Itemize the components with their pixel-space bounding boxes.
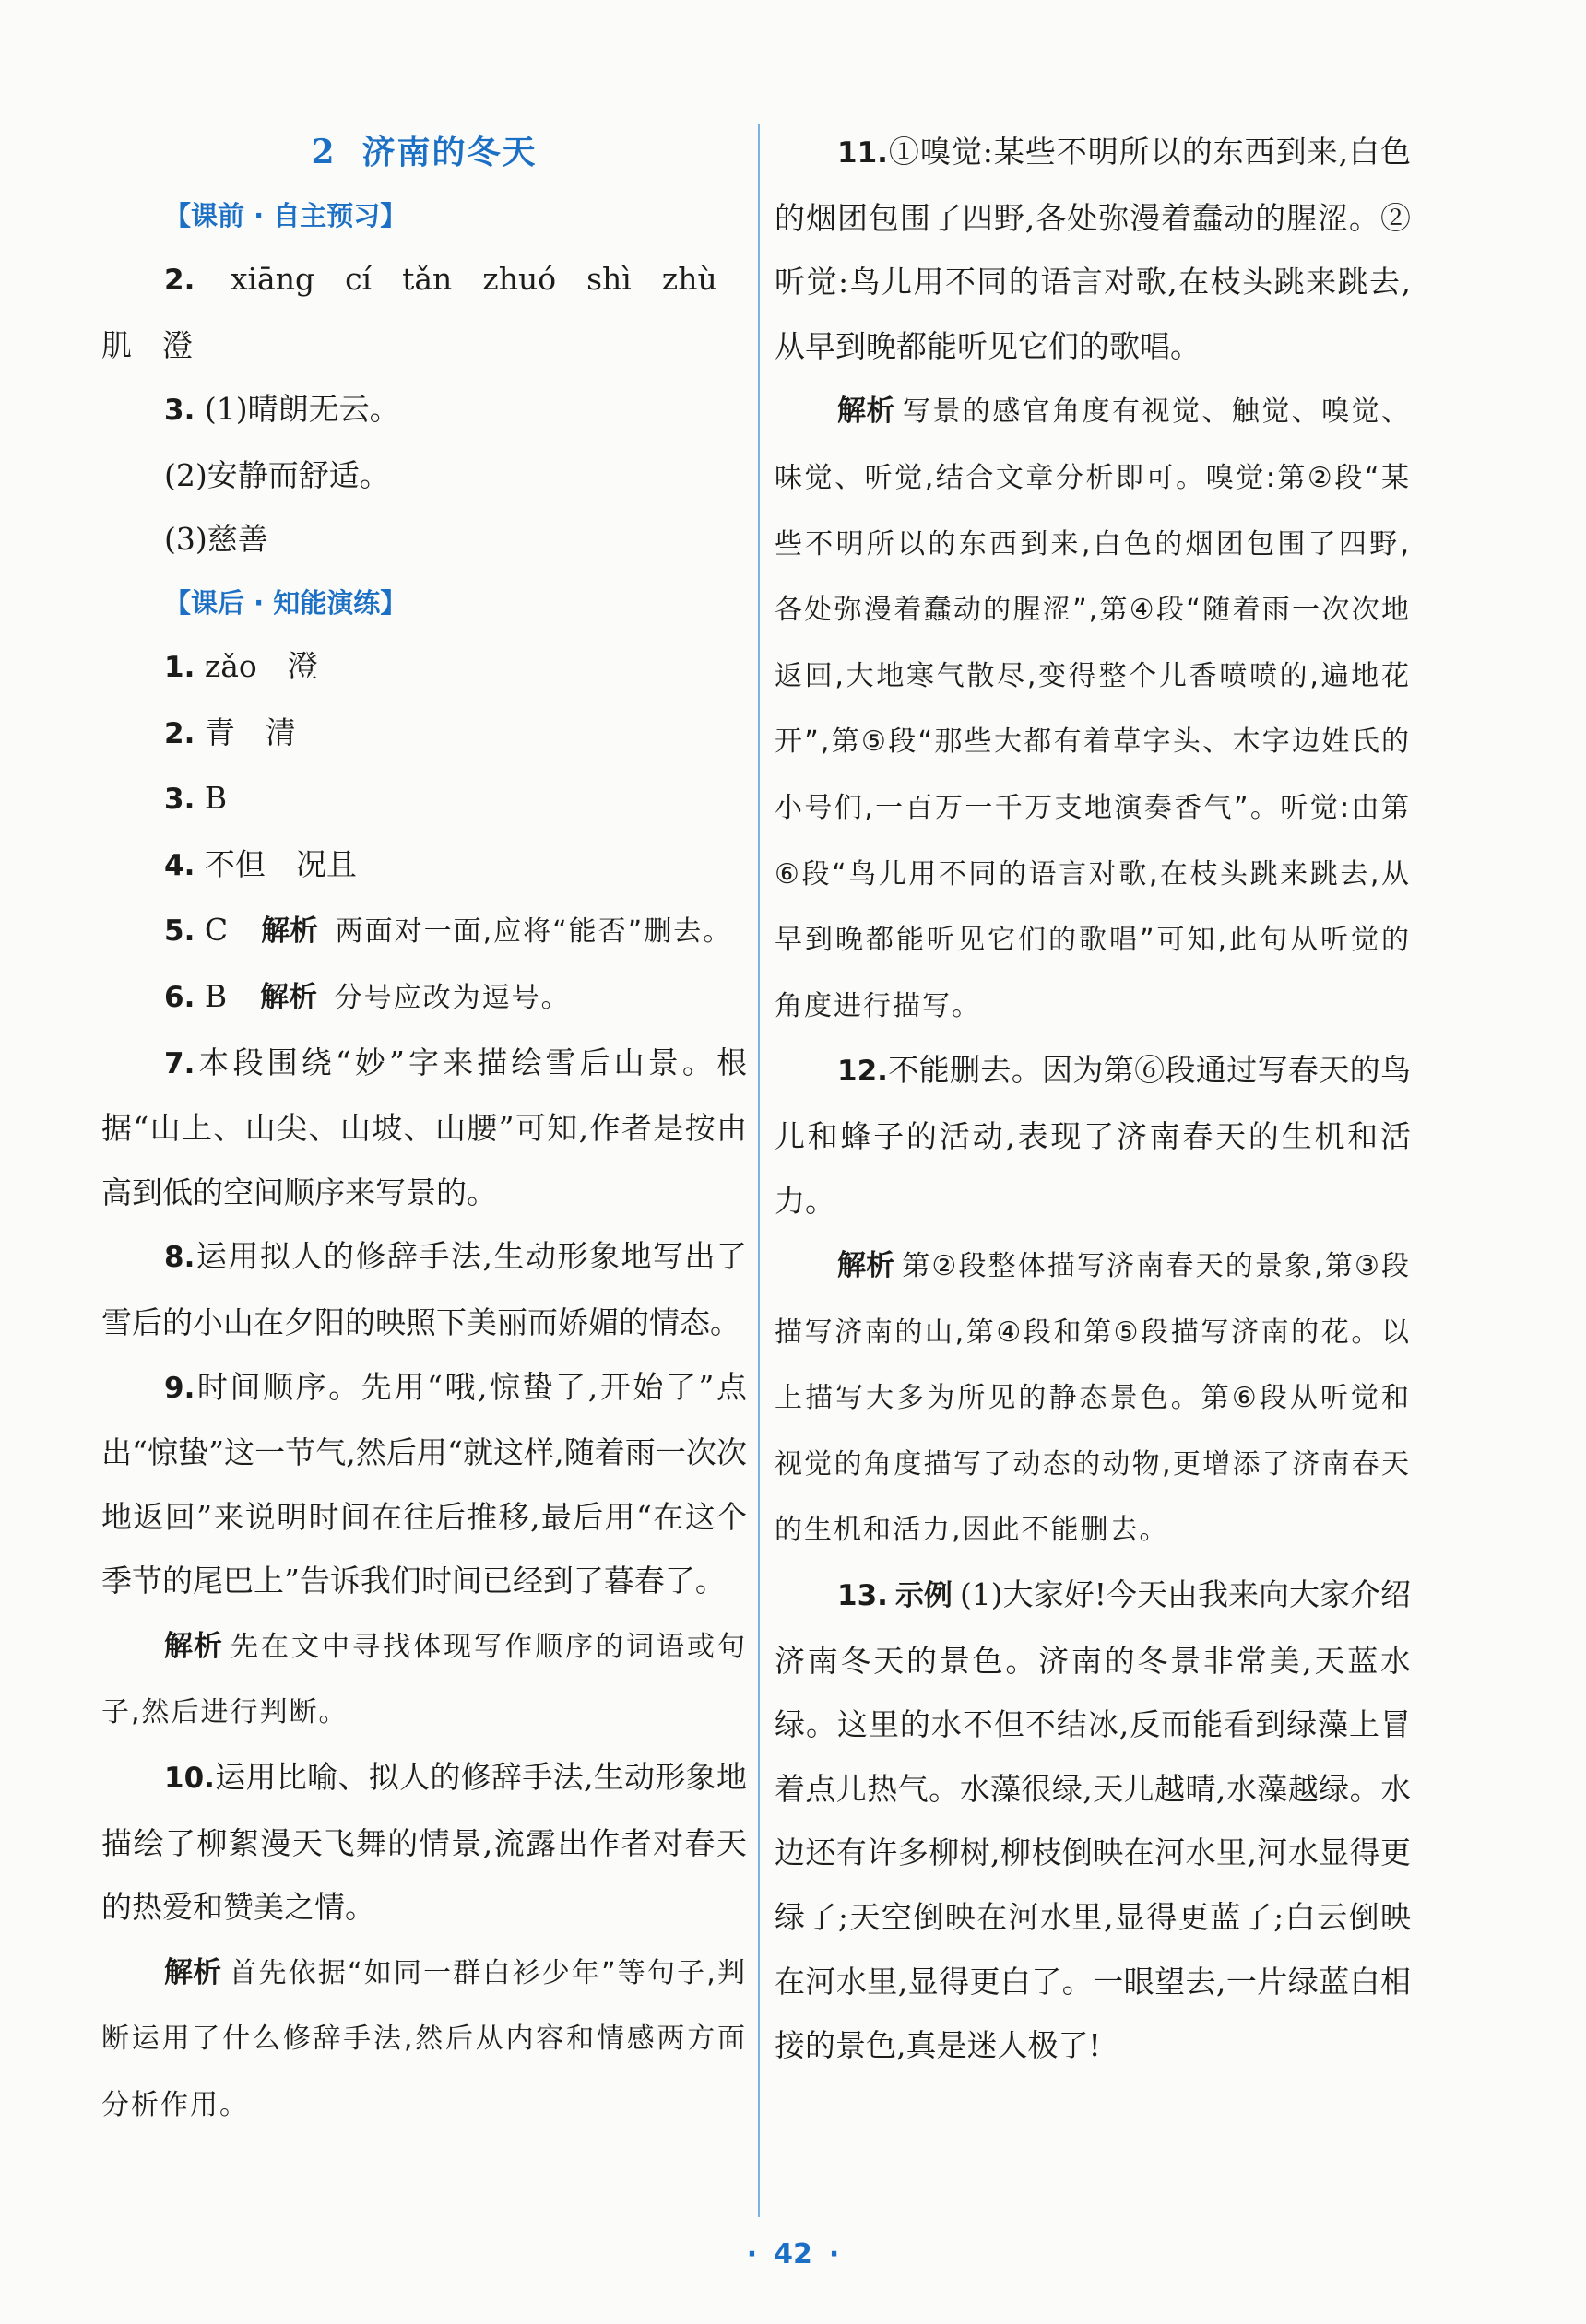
question-number: 8. xyxy=(164,1241,195,1275)
post-q3 xyxy=(164,766,747,832)
answer-text: C xyxy=(204,912,229,949)
answer-text: 运用比喻、拟人的修辞手法,生动形象地描绘了柳絮漫天飞舞的情景,流露出作者对春天的热爱和赞美之情。 xyxy=(101,1759,747,1926)
analysis-text: 分号应改为逗号。 xyxy=(334,981,571,1014)
post-q2 xyxy=(164,701,747,767)
answer-text: 运用拟人的修辞手法,生动形象地写出了雪后的小山在夕阳的映照下美丽而娇媚的情态。 xyxy=(101,1238,747,1340)
post-q10-analysis xyxy=(101,1940,747,2138)
page-number-dot-right: · xyxy=(828,2238,840,2271)
page-number xyxy=(0,2238,1586,2271)
column-divider xyxy=(758,124,760,2217)
question-number: 5. xyxy=(164,914,195,949)
post-q12-analysis xyxy=(775,1233,1411,1563)
answer-text: zǎo 澄 xyxy=(204,647,318,684)
answer-text: 时间顺序。先用“哦,惊蛰了,开始了”点出“惊蛰”这一节气,然后用“就这样,随着雨一次次地返回”来说明时间在往后推移,最后用“在这个季节的尾巴上”告诉我们时间已经到了暮春了。 xyxy=(101,1368,747,1599)
post-q9-analysis xyxy=(101,1613,747,1745)
post-q1 xyxy=(164,634,747,701)
question-number: 9. xyxy=(164,1371,195,1405)
post-q13 xyxy=(775,1563,1411,2078)
post-q10 xyxy=(101,1745,747,1940)
pre-q3-a xyxy=(164,377,747,443)
question-number: 10. xyxy=(164,1762,215,1796)
page-number-dot-left: · xyxy=(746,2238,758,2271)
example-label: 示例 xyxy=(894,1579,953,1613)
post-q8 xyxy=(101,1224,747,1354)
question-number: 3. xyxy=(164,394,195,428)
post-q12 xyxy=(775,1038,1411,1233)
section-heading-post: 【课后 · 知能演练】 xyxy=(164,586,408,619)
page-number-value: 42 xyxy=(774,2238,812,2271)
analysis-text: 首先依据“如同一群白衫少年”等句子,判断运用了什么修辞手法,然后从内容和情感两方面分析作用。 xyxy=(101,1956,748,2122)
right-column xyxy=(775,120,1411,2078)
post-q9 xyxy=(101,1355,747,1613)
question-number: 12. xyxy=(837,1055,888,1089)
analysis-label: 解析 xyxy=(837,1249,895,1283)
analysis-label: 解析 xyxy=(837,395,895,429)
post-q7 xyxy=(101,1031,747,1225)
analysis-text: 第②段整体描写济南春天的景象,第③段描写济南的山,第④段和第⑤段描写济南的花。以上描写大多为所见的静态景色。第⑥段从听觉和视觉的角度描写了动态的动物,更增添了济南春天的生机和活力,因此不能删去。 xyxy=(775,1250,1411,1547)
question-number: 6. xyxy=(164,980,195,1014)
answer-text: (1)晴朗无云。 xyxy=(204,391,400,428)
question-number: 2. xyxy=(164,716,195,750)
question-number: 1. xyxy=(164,650,195,684)
question-number: 13. xyxy=(837,1579,888,1613)
question-number: 7. xyxy=(164,1046,195,1080)
answer-text: ①嗅觉:某些不明所以的东西到来,白色的烟团包围了四野,各处弥漫着蠢动的腥涩。②听觉:鸟儿用不同的语言对歌,在枝头跳来跳去,从早到晚都能听见它们的歌唱。 xyxy=(775,134,1411,364)
question-number: 2. xyxy=(164,264,195,297)
answer-text: B xyxy=(204,780,228,817)
analysis-label: 解析 xyxy=(260,980,318,1014)
pre-q2-chars: 肌 澄 xyxy=(101,326,193,363)
post-q11 xyxy=(775,120,1411,378)
answer-text: 本段围绕“妙”字来描绘雪后山景。根据“山上、山尖、山坡、山腰”可知,作者是按由高到低的空间顺序来写景的。 xyxy=(101,1044,747,1210)
answer-text: (1)大家好!今天由我来向大家介绍济南冬天的景色。济南的冬景非常美,天蓝水绿。这里的水不但不结冰,反而能看到绿藻上冒着点儿热气。水藻很绿,天儿越晴,水藻越绿。水边还有许多柳树,柳枝倒映在河水里,河水显得更绿了;天空倒映在河水里,显得更蓝了;白云倒映在河水里,显得更白了。一眼望去,一片绿蓝白相接的景色,真是迷人极了! xyxy=(775,1576,1411,2064)
analysis-text: 写景的感官角度有视觉、触觉、嗅觉、味觉、听觉,结合文章分析即可。嗅觉:第②段“某些不明所以的东西到来,白色的烟团包围了四野,各处弥漫着蠢动的腥涩”,第④段“随着雨一次次地返回,大地寒气散尽,变得整个儿香喷喷的,遍地花开”,第⑤段“那些大都有着草字头、木字边姓氏的小号们,一百万一千万支地演奏香气”。听觉:由第⑥段“鸟儿用不同的语言对歌,在枝头跳来跳去,从早到晚都能听见它们的歌唱”可知,此句从听觉的角度进行描写。 xyxy=(775,395,1412,1022)
analysis-text: 先在文中寻找体现写作顺序的词语或句子,然后进行判断。 xyxy=(101,1630,747,1729)
post-q11-analysis xyxy=(775,378,1411,1038)
post-q5 xyxy=(164,898,747,964)
pre-q2-pinyin xyxy=(164,247,747,313)
section-heading-pre: 【课前 · 自主预习】 xyxy=(164,200,408,231)
pre-q3-b: (2)安静而舒适。 xyxy=(164,456,390,493)
question-number: 3. xyxy=(164,783,195,817)
lesson-number: 2 xyxy=(311,133,337,171)
left-column xyxy=(101,120,747,2138)
lesson-title-text: 济南的冬天 xyxy=(361,133,538,171)
analysis-text: 两面对一面,应将“能否”删去。 xyxy=(335,915,733,949)
analysis-label: 解析 xyxy=(164,1955,222,1989)
post-q6 xyxy=(164,964,747,1031)
question-number: 11. xyxy=(837,136,888,170)
answer-text: 不但 况且 xyxy=(204,845,357,882)
pre-q3-c: (3)慈善 xyxy=(164,521,268,558)
answer-text: xiāng cí tǎn zhuó shì zhù xyxy=(230,261,717,297)
post-q4 xyxy=(164,832,747,899)
analysis-label: 解析 xyxy=(261,914,319,949)
answer-text: B xyxy=(204,977,228,1014)
lesson-title xyxy=(101,120,747,184)
analysis-label: 解析 xyxy=(164,1629,223,1663)
question-number: 4. xyxy=(164,848,195,882)
answer-text: 不能删去。因为第⑥段通过写春天的鸟儿和蜂子的活动,表现了济南春天的生机和活力。 xyxy=(775,1052,1411,1219)
answer-text: 青 清 xyxy=(204,714,296,750)
